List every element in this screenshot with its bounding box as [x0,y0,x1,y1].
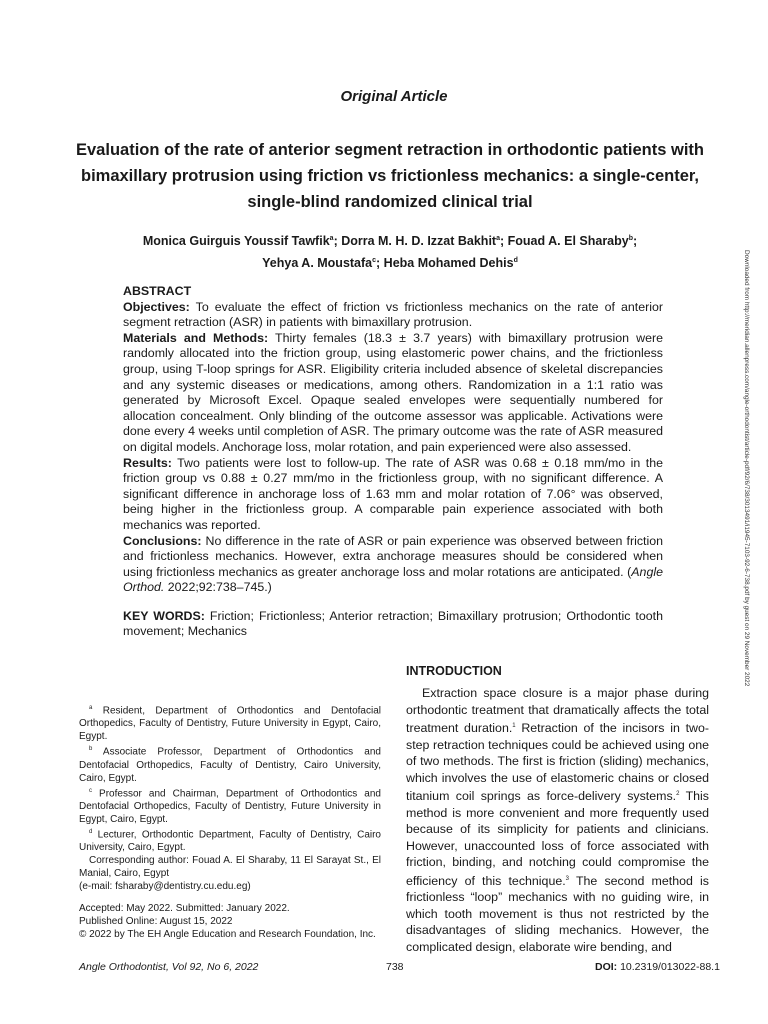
footnote-text: Lecturer, Orthodontic Department, Faculty of Dentistry, Cairo University, Cairo, Egypt. [79,829,381,854]
footnote-b [79,743,381,784]
footnote-d [79,826,381,854]
methods-label: Materials and Methods: [123,330,269,345]
copyright: © 2022 by The EH Angle Education and Research Foundation, Inc. [79,929,376,941]
abstract-results [123,456,663,534]
corresponding-author: Corresponding author: Fouad A. El Sharaby, 11 El Sarayat St., El Manial, Cairo, Egypt [79,855,381,880]
author-list [90,229,690,273]
conclusions-text: No difference in the rate of ASR or pain experience was observed between friction and frictionless mechanics. However, extra anchorage measures should be considered when using frictionless mechanics as greater anchorage loss and molar rotations are anticipated. ( [123,533,663,579]
author-name: ; Heba Mohamed Dehis [376,256,514,271]
keywords-label: KEY WORDS: [123,608,205,623]
reference-marker: 2 [676,791,680,798]
page-number: 738 [386,961,404,973]
reference-marker: 3 [565,875,570,882]
affiliation-marker: c [372,257,377,265]
keywords [123,609,663,640]
objectives-text: To evaluate the effect of friction vs frictionless mechanics on the rate of anterior segment retraction (ASR) in patients with bimaxillary protrusion. [123,299,663,330]
footnote-c [79,785,381,826]
introduction-text [406,685,709,955]
corresponding-email: (e-mail: fsharaby@dentistry.cu.edu.eg) [79,881,251,893]
reference-marker: 1 [512,723,516,729]
footnotes [79,702,381,941]
author-name: ; Dorra M. H. D. Izzat Bakhit [333,234,497,249]
abstract-conclusions [123,534,663,596]
author-name: Monica Guirguis Youssif Tawfik [142,234,330,249]
results-label: Results: [123,455,172,470]
footer-doi [595,961,720,973]
download-notice: Downloaded from http://meridian.allenpress.com/angle-orthodontist/article-pdf/92/6/738/3013491/i1945-7103-92-6-738.pdf by guest on 29 November 2022 [743,250,750,687]
author-separator: ; [633,234,638,249]
footnote-a [79,702,381,743]
methods-text: Thirty females (18.3 ± 3.7 years) with bimaxillary protrusion were randomly allocated into the friction group, using elastomeric power chains, and the frictionless group, using T-loop springs for ASR. Eligibility criteria included absence of skeletal discrepancies and any systemic diseases or medications, among others. Randomization in a 1:1 ratio was generated by Microsoft Excel. Opaque sealed envelopes were sequentially numbered for allocation concealment. Only blinding of the outcome assessor was applicable. Activations were done every 4 weeks until completion of ASR. The primary outcome was the rate of ASR measured on digital models. Anchorage loss, molar rotation, and pain experienced were also assessed. [123,330,663,454]
accepted-date: Accepted: May 2022. Submitted: January 2022. [79,903,290,915]
conclusions-label: Conclusions: [123,533,202,548]
affiliation-marker: a [496,235,500,242]
intro-text: The second method is frictionless “loop” mechanics with no guiding wire, in which tooth movement is thus not restricted by the disadvantages of sliding mechanics. However, the complicated design, elaborate wire bending, and [406,873,709,954]
results-text: Two patients were lost to follow-up. The rate of ASR was 0.68 ± 0.18 mm/mo in the friction group vs 0.88 ± 0.27 mm/mo in the frictionless group, with no significant difference. A significant difference in anchorage loss of 1.63 mm and molar rotation of 7.06° was observed, being higher in the frictionless group. A comparable pain experience associated with both mechanics was reported. [123,455,663,532]
footnote-text: Resident, Department of Orthodontics and Dentofacial Orthopedics, Faculty of Dentistry, Future University in Egypt, Cairo, Egypt. [79,705,381,743]
author-name: Yehya A. Moustafa [262,256,373,271]
introduction-heading: INTRODUCTION [406,664,502,678]
intro-text: Retraction of the incisors in two-step retraction techniques could be achieved using one of two methods. The first is friction (sliding) mechanics, which involves the use of elastomeric chains or closed titanium coil springs as force-delivery systems. [406,721,709,804]
footnote-marker: a [89,705,93,711]
citation-details: 2022;92:738–745.) [164,580,272,595]
doi-label: DOI: [595,961,618,973]
footnote-marker: c [89,787,92,794]
footer-journal: Angle Orthodontist, Vol 92, No 6, 2022 [79,961,259,973]
keywords-text: Friction; Frictionless; Anterior retraction; Bimaxillary protrusion; Orthodontic tooth movement; Mechanics [123,608,663,639]
objectives-label: Objectives: [123,299,190,314]
citation-journal: Angle Orthod. [123,564,663,595]
article-title: Evaluation of the rate of anterior segment retraction in orthodontic patients with bimaxillary protrusion using friction vs frictionless mechanics: a single-center, single-blind randomized clinical trial [76,141,704,211]
footnote-marker: b [89,746,93,753]
footnote-text: Professor and Chairman, Department of Orthodontics and Dentofacial Orthopedics, Faculty of Dentistry, Future University in Egypt, Cairo, Egypt. [79,787,381,825]
article-type: Original Article [340,88,448,105]
intro-text: This method is more convenient and more frequently used because of its simplicity for patients and clinicians. However, unaccounted loss of force associated with friction, binding, and notching could compromise the efficiency of this technique. [406,789,709,888]
author-name: ; Fouad A. El Sharaby [500,234,629,249]
affiliation-marker: a [329,235,334,242]
published-date: Published Online: August 15, 2022 [79,916,233,928]
abstract-methods [123,331,663,456]
intro-text: Extraction space closure is a major phase during orthodontic treatment that dramatically affects the total treatment duration. [406,686,709,736]
footnote-text: Associate Professor, Department of Orthodontics and Dentofacial Orthopedics, Faculty of Dentistry, Cairo University, Cairo, Egypt. [79,746,381,784]
abstract-heading: ABSTRACT [123,284,192,298]
abstract [123,284,663,640]
footnote-marker: d [89,828,93,835]
doi-value: 10.2319/013022-88.1 [617,961,720,973]
abstract-objectives [123,300,663,331]
affiliation-marker: d [513,257,518,265]
affiliation-marker: b [628,235,634,242]
